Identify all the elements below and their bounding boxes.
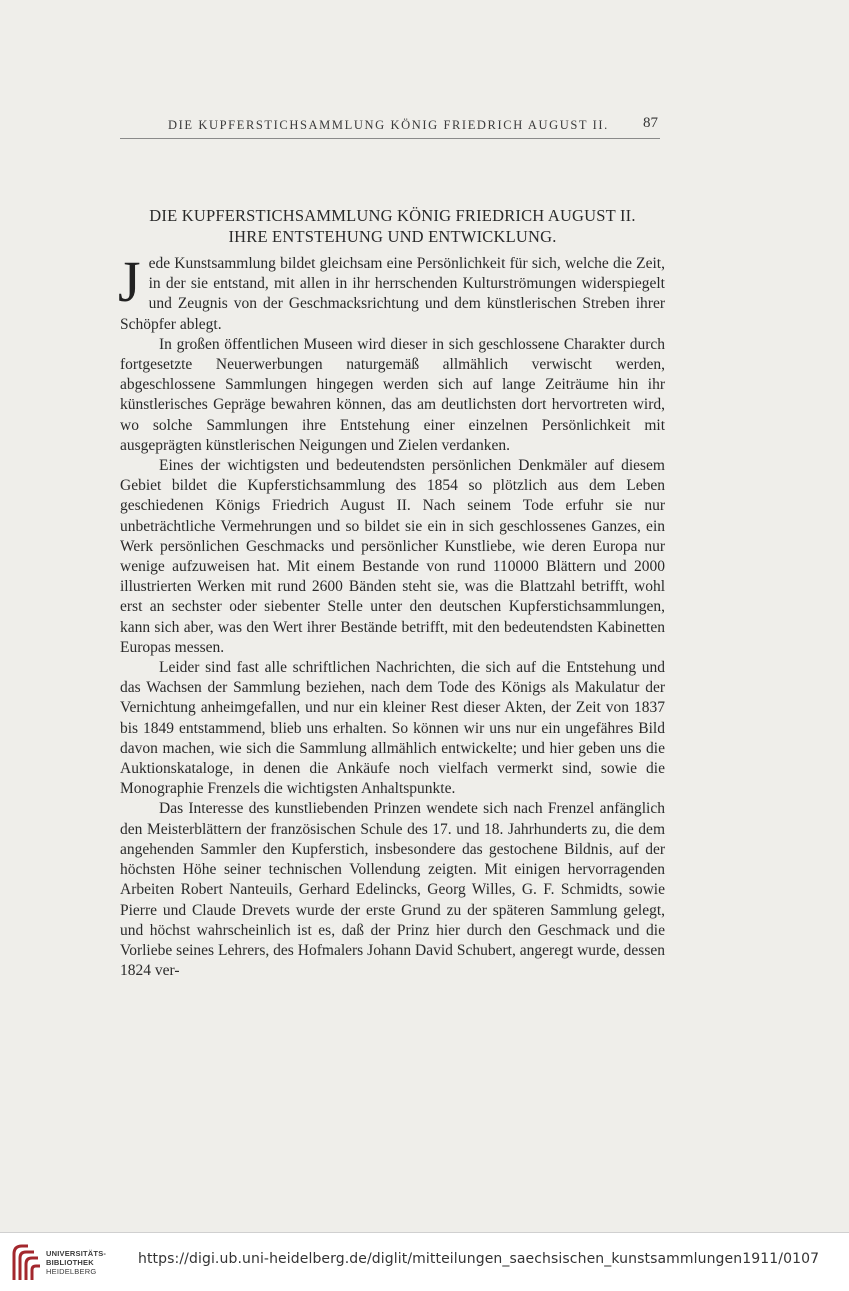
running-header [120, 114, 660, 139]
paragraph-3: Eines der wichtigsten und bedeutendsten persönlichen Denkmäler auf diesem Gebiet bildet die Kupferstichsammlung des 1854 so plötzlich aus dem Leben geschiedenen Königs Friedrich August II. Nach seinem Tode erfuhr sie nur unbeträchtliche Vermehrungen und so bildet sie ein in sich geschlossenes Ganzes, ein Werk persönlichen Geschmacks und persönlicher Kunstliebe, wie deren Europa nur wenige aufzuweisen hat. Mit einem Bestande von rund 110000 Blättern und 2000 illustrierten Werken mit rund 2600 Bänden steht sie, was die Blattzahl betrifft, wohl erst an sechster oder siebenter Stelle unter den deutschen Kupferstichsammlungen, kann sich aber, was den Wert ihrer Bestände betrifft, mit den bedeutendsten Kabinetten Europas messen. [120, 457, 665, 656]
paragraph-4: Leider sind fast alle schriftlichen Nachrichten, die sich auf die Entstehung und das Wachsen der Sammlung beziehen, nach dem Tode des Königs als Makulatur der Vernichtung anheimgefallen, und nur ein kleiner Rest dieser Akten, der Zeit von 1837 bis 1849 entstammend, blieb uns erhalten. So können wir uns nur ein ungefähres Bild davon machen, wie sich die Sammlung allmählich entwickelte; und hier geben uns die Auktionskataloge, in denen die Ankäufe noch vielfach vermerkt sind, sowie die Monographie Frenzels die wichtigsten Anhaltspunkte. [120, 659, 665, 798]
logo-line-2: BIBLIOTHEK [46, 1258, 94, 1267]
article-title-line-1: DIE KUPFERSTICHSAMMLUNG KÖNIG FRIEDRICH AUGUST II. [149, 206, 636, 225]
library-logo-icon [8, 1240, 44, 1284]
article-heading [120, 205, 665, 247]
permalink-url[interactable]: https://digi.ub.uni-heidelberg.de/diglit/mitteilungen_saechsischen_kunstsammlungen1911/0107 [138, 1251, 820, 1267]
paragraph-5: Das Interesse des kunstliebenden Prinzen wendete sich nach Frenzel anfänglich den Meisterblättern der französischen Schule des 17. und 18. Jahrhunderts zu, die dem angehenden Sammler den Kupferstich, insbesondere das gestochene Bildnis, auf der höchsten Höhe seiner technischen Vollendung zeigten. Mit einigen hervorragenden Arbeiten Robert Nanteuils, Gerhard Edelincks, Georg Willes, G. F. Schmidts, sowie Pierre und Claude Drevets wurde der erste Grund zu der späteren Sammlung gelegt, und höchst wahrscheinlich ist es, daß der Prinz hier durch den Geschmack und die Vorliebe seines Lehrers, des Hofmalers Johann David Schubert, angeregt wurde, dessen 1824 ver- [120, 800, 665, 980]
article-body [118, 249, 665, 981]
article-title-line-2: IHRE ENTSTEHUNG UND ENTWICKLUNG. [228, 227, 557, 246]
drop-cap: J [118, 249, 141, 314]
running-title: DIE KUPFERSTICHSAMMLUNG KÖNIG FRIEDRICH AUGUST II. [168, 118, 609, 132]
paragraph-1 [118, 249, 665, 335]
logo-line-3: HEIDELBERG [46, 1267, 97, 1276]
paragraph-2: In großen öffentlichen Museen wird dieser in sich geschlossene Charakter durch fortgesetzte Neuerwerbungen naturgemäß allmählich verwischt werden, abgeschlossene Sammlungen hingegen werden sich auf lange Zeiträume hin ihr künstlerisches Gepräge bewahren können, das am deutlichsten dort hervortreten wird, wo solche Sammlungen ihre Entstehung einer einzelnen Persönlichkeit mit ausgeprägten künstlerischen Neigungen und Zielen verdanken. [120, 335, 665, 454]
university-library-logo[interactable] [8, 1240, 128, 1284]
paragraph-1-text: ede Kunstsammlung bildet gleichsam eine Persönlichkeit für sich, welche die Zeit, in der sie entstand, mit allen in ihr herrschenden Kulturströmungen widerspiegelt und Zeugnis von der Geschmacksrichtung und dem künstlerischen Streben ihrer Schöpfer ablegt. [120, 255, 665, 333]
logo-text [46, 1249, 106, 1276]
logo-line-1: UNIVERSITÄTS- [46, 1249, 107, 1258]
page-number: 87 [643, 115, 658, 131]
viewer-footer [0, 1232, 849, 1291]
